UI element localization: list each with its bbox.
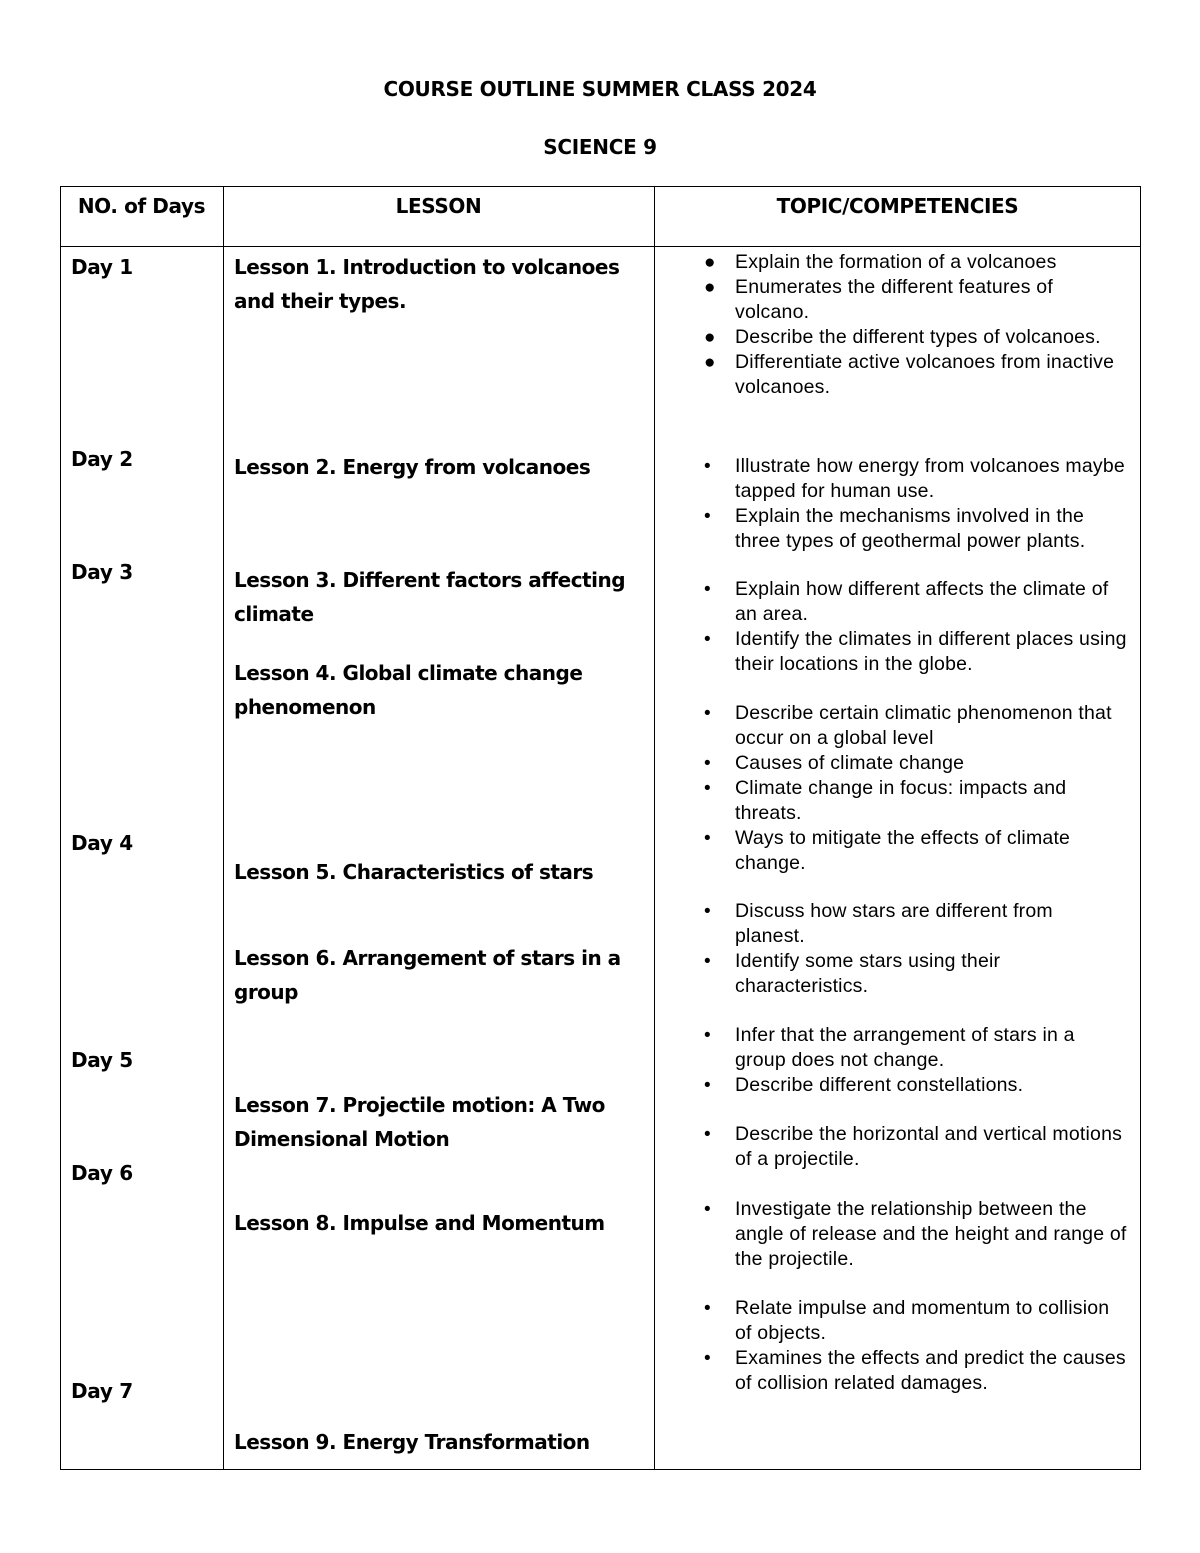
competency-item: • Infer that the arrangement of stars in a group does not change. bbox=[704, 1024, 1075, 1071]
lesson-title: Lesson 7. Projectile motion: A Two Dimensional Motion bbox=[234, 1093, 605, 1151]
bullet-icon: • bbox=[704, 1124, 711, 1145]
competency-item: • Investigate the relationship between the angle of release and the height and range of the projectile. bbox=[704, 1198, 1127, 1270]
lesson-title: Lesson 1. Introduction to volcanoes and their types. bbox=[234, 255, 620, 313]
competency-item: • Describe the horizontal and vertical motions of a projectile. bbox=[704, 1123, 1123, 1170]
lesson-title: Lesson 2. Energy from volcanoes bbox=[234, 455, 591, 479]
day-label: Day 1 bbox=[71, 255, 133, 279]
competency-item: • Explain how different affects the climate of an area. bbox=[704, 578, 1109, 625]
day-label: Day 3 bbox=[71, 560, 133, 584]
competency-list bbox=[700, 1122, 1128, 1172]
bullet-icon: ● bbox=[704, 277, 716, 298]
competency-item: • Discuss how stars are different from planest. bbox=[704, 900, 1053, 947]
column-divider bbox=[654, 186, 655, 1470]
competency-item: • Describe different constellations. bbox=[704, 1074, 1024, 1096]
bullet-icon: • bbox=[704, 456, 711, 477]
lesson-title: Lesson 4. Global climate change phenomenon bbox=[234, 661, 583, 719]
header-topics: TOPIC/COMPETENCIES bbox=[776, 194, 1019, 218]
lesson-title: Lesson 8. Impulse and Momentum bbox=[234, 1211, 605, 1235]
day-label: Day 2 bbox=[71, 447, 133, 471]
bullet-icon: • bbox=[704, 1025, 711, 1046]
bullet-icon: • bbox=[704, 1298, 711, 1319]
bullet-icon: ● bbox=[704, 327, 716, 348]
competency-list bbox=[700, 899, 1128, 999]
bullet-icon: • bbox=[704, 1348, 711, 1369]
competency-list bbox=[700, 1197, 1128, 1272]
bullet-icon: ● bbox=[704, 352, 716, 373]
competency-item: • Identify some stars using their characteristics. bbox=[704, 950, 1001, 997]
competency-item: • Examines the effects and predict the causes of collision related damages. bbox=[704, 1347, 1126, 1394]
competency-list bbox=[700, 701, 1128, 876]
competency-item: • Ways to mitigate the effects of climate change. bbox=[704, 827, 1071, 874]
competency-item: • Illustrate how energy from volcanoes maybe tapped for human use. bbox=[704, 455, 1125, 502]
competency-list bbox=[700, 250, 1128, 400]
bullet-icon: • bbox=[704, 828, 711, 849]
header-lesson: LESSON bbox=[395, 194, 482, 218]
competency-item: • Explain the mechanisms involved in the three types of geothermal power plants. bbox=[704, 505, 1086, 552]
competency-item: • Climate change in focus: impacts and threats. bbox=[704, 777, 1067, 824]
competency-list bbox=[700, 577, 1128, 677]
document-title: COURSE OUTLINE SUMMER CLASS 2024 bbox=[383, 77, 817, 101]
competency-item: • Identify the climates in different places using their locations in the globe. bbox=[704, 628, 1127, 675]
bullet-icon: • bbox=[704, 753, 711, 774]
bullet-icon: • bbox=[704, 629, 711, 650]
bullet-icon: • bbox=[704, 951, 711, 972]
competency-list bbox=[700, 1023, 1128, 1098]
day-label: Day 6 bbox=[71, 1161, 133, 1185]
competency-list bbox=[700, 454, 1128, 554]
header-days: NO. of Days bbox=[77, 194, 206, 218]
bullet-icon: • bbox=[704, 703, 711, 724]
competency-item: ● Differentiate active volcanoes from inactive volcanoes. bbox=[704, 351, 1115, 398]
day-label: Day 5 bbox=[71, 1048, 133, 1072]
bullet-icon: • bbox=[704, 1199, 711, 1220]
lesson-title: Lesson 9. Energy Transformation bbox=[234, 1430, 590, 1454]
bullet-icon: • bbox=[704, 778, 711, 799]
competency-item: • Describe certain climatic phenomenon that occur on a global level bbox=[704, 702, 1112, 749]
bullet-icon: • bbox=[704, 901, 711, 922]
competency-item: ● Enumerates the different features of volcano. bbox=[704, 276, 1053, 323]
header-divider bbox=[60, 246, 1141, 247]
lesson-title: Lesson 3. Different factors affecting climate bbox=[234, 568, 626, 626]
competency-item: • Causes of climate change bbox=[704, 752, 965, 774]
day-label: Day 4 bbox=[71, 831, 133, 855]
lesson-title: Lesson 6. Arrangement of stars in a group bbox=[234, 946, 621, 1004]
bullet-icon: • bbox=[704, 579, 711, 600]
bullet-icon: • bbox=[704, 1075, 711, 1096]
bullet-icon: • bbox=[704, 506, 711, 527]
competency-list bbox=[700, 1296, 1128, 1396]
competency-item: ● Describe the different types of volcanoes. bbox=[704, 326, 1101, 348]
day-label: Day 7 bbox=[71, 1379, 133, 1403]
competency-item: • Relate impulse and momentum to collision of objects. bbox=[704, 1297, 1110, 1344]
bullet-icon: ● bbox=[704, 252, 716, 273]
column-divider bbox=[223, 186, 224, 1470]
lesson-title: Lesson 5. Characteristics of stars bbox=[234, 860, 594, 884]
competency-item: ● Explain the formation of a volcanoes bbox=[704, 251, 1057, 273]
document-subtitle: SCIENCE 9 bbox=[543, 135, 657, 159]
